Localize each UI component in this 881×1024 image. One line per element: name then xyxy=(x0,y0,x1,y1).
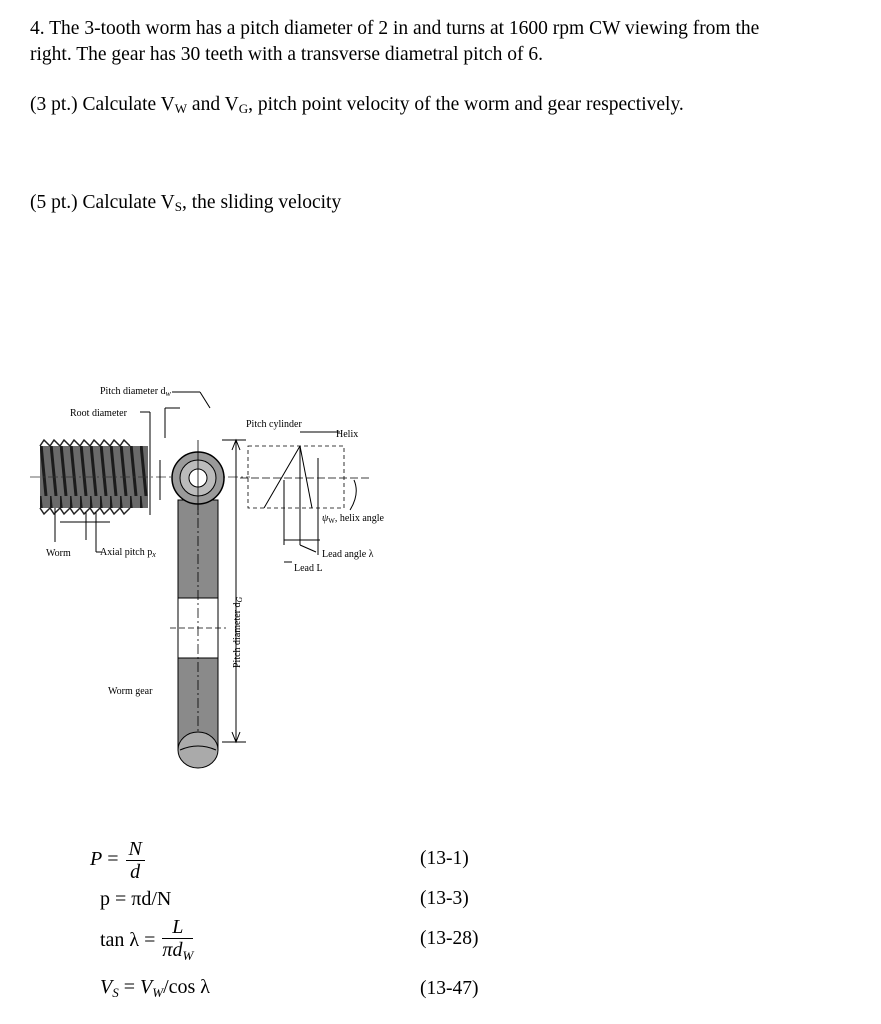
eq1-lhs: P xyxy=(90,848,103,871)
label-worm-gear: Worm gear xyxy=(108,686,153,697)
equation-13-3: p = πd/N xyxy=(100,888,172,910)
part-a-sub-w: W xyxy=(174,101,188,116)
eq3-den: $\pi d_W$ xyxy=(162,939,194,963)
equation-number-13-28: (13-28) xyxy=(420,928,479,949)
equation-number-13-3: (13-3) xyxy=(420,888,469,909)
equation-13-28 xyxy=(100,916,195,967)
problem-line-2: right. The gear has 30 teeth with a transverse diametral pitch of 6. xyxy=(30,44,543,65)
label-pitch-diameter-dw: Pitch diameter $d_w$ xyxy=(100,386,171,398)
part-a-prefix: (3 pt.) Calculate V xyxy=(30,94,175,115)
eq1-fraction xyxy=(126,838,145,883)
part-a-sub-g: G xyxy=(238,101,249,116)
label-worm: Worm xyxy=(46,548,71,559)
label-root-diameter: Root diameter xyxy=(70,408,127,419)
part-a-question xyxy=(30,92,684,121)
equation-number-13-1: (13-1) xyxy=(420,848,469,869)
equation-13-47: $V_S = V_W/\cos$ λ xyxy=(100,976,210,1000)
eq3-fraction xyxy=(162,916,193,967)
eq3-num: L xyxy=(162,916,193,939)
worm-gear-figure xyxy=(0,370,881,790)
equation-number-13-47: (13-47) xyxy=(420,978,479,999)
eq1-num: N xyxy=(126,838,145,861)
part-b-prefix: (5 pt.) Calculate V xyxy=(30,192,175,213)
label-helix: Helix xyxy=(336,429,359,440)
part-b-suffix: , the sliding velocity xyxy=(182,192,342,213)
label-axial-pitch: Axial pitch $p_x$ xyxy=(100,547,156,559)
label-lead-angle: Lead angle λ xyxy=(322,549,374,560)
part-b-question xyxy=(30,190,341,219)
pitch-cylinder-box xyxy=(248,446,344,508)
part-a-mid: and V xyxy=(187,94,239,115)
equation-13-1: P = $\frac{N}{d}$ xyxy=(90,838,147,883)
label-helix-angle: $\psi_W$, helix angle xyxy=(322,513,384,525)
label-pitch-diameter-dg: Pitch diameter $d_G$ xyxy=(232,596,244,668)
part-b-sub-s: S xyxy=(174,199,182,214)
eq1-den: d xyxy=(130,861,141,883)
label-lead: Lead L xyxy=(294,563,323,574)
part-a-suffix: , pitch point velocity of the worm and gear respectively. xyxy=(248,94,684,115)
label-pitch-cylinder: Pitch cylinder xyxy=(246,419,302,430)
problem-line-1: 4. The 3-tooth worm has a pitch diameter of 2 in and turns at 1600 rpm CW viewing from the xyxy=(30,18,760,39)
eq3-lhs: tan λ = xyxy=(100,929,156,952)
